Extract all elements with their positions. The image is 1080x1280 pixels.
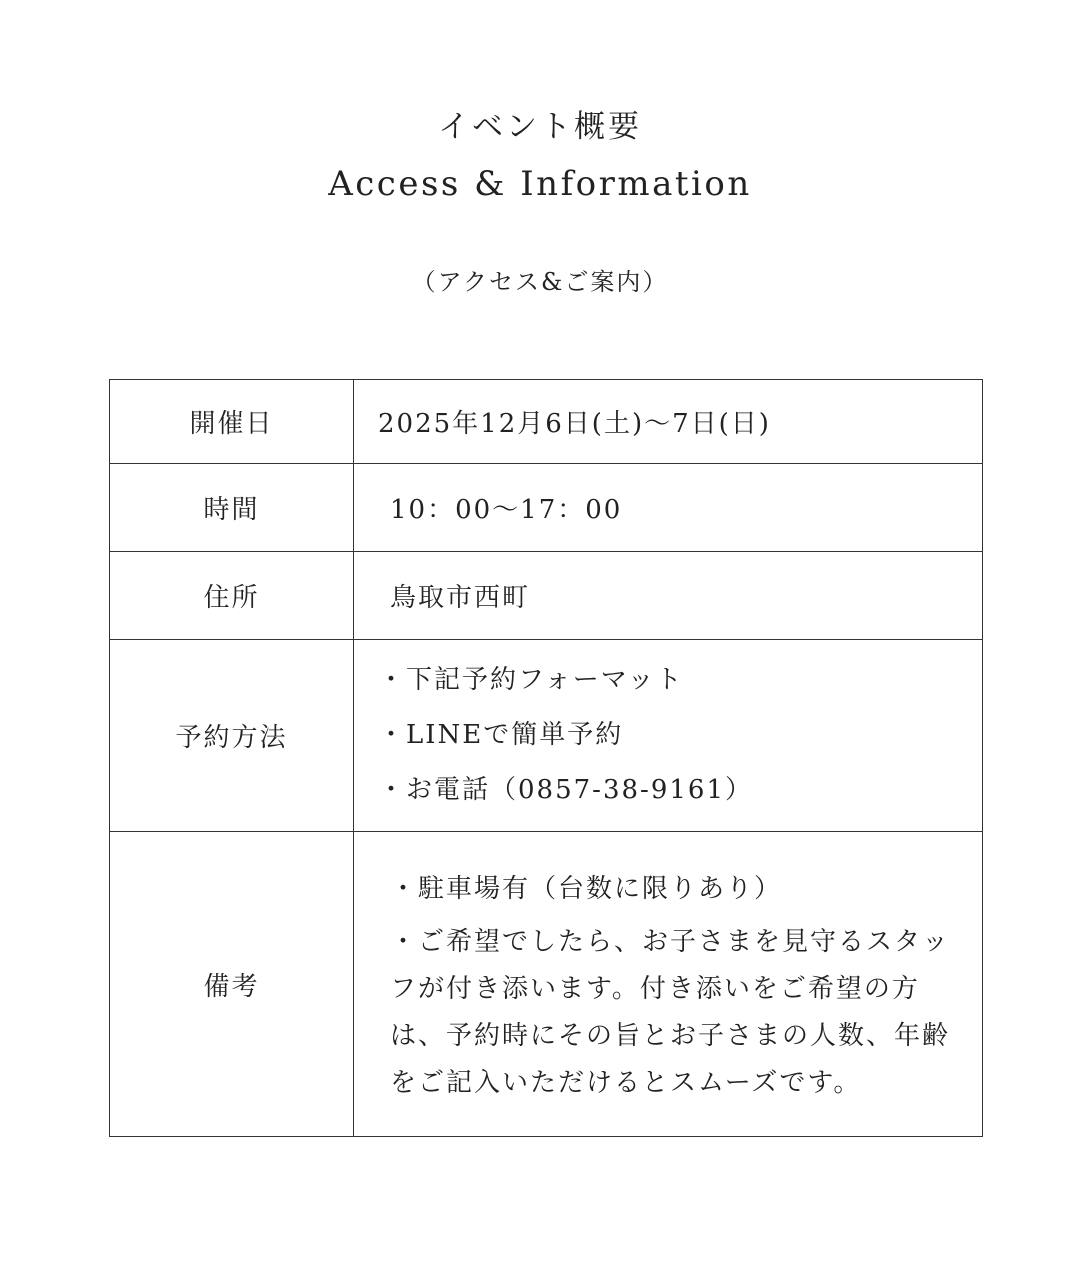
table-row-address [110, 552, 983, 640]
page-title-jp: イベント概要 [438, 109, 642, 145]
row-label-address: 住所 [110, 552, 354, 640]
reservation-list [354, 653, 982, 818]
page-subtitle: （アクセス&ご案内） [411, 268, 669, 296]
row-value-reservation [354, 640, 983, 832]
notes-staff: ・ご希望でしたら、お子さまを見守るスタッフが付き添います。付き添いをご希望の方は、予約時にその旨とお子さまの人数、年齢をご記入いただけるとスムーズです。 [390, 926, 951, 1098]
row-label-date: 開催日 [110, 380, 354, 464]
table-row-date [110, 380, 983, 464]
notes-parking: ・駐車場有（台数に限りあり） [390, 873, 783, 904]
time-text: 10：00〜17：00 [390, 495, 623, 525]
table-row-notes [110, 832, 983, 1137]
date-text: 2025年12月6日(土)〜7日(日) [378, 409, 771, 439]
row-label-time: 時間 [110, 464, 354, 552]
reservation-item-phone: ・お電話（0857-38-9161） [378, 775, 753, 805]
row-value-date [354, 380, 983, 464]
row-value-notes [354, 832, 983, 1137]
info-table [109, 379, 983, 1137]
reservation-item-format: ・下記予約フォーマット [378, 665, 684, 695]
page-title-en: Access & Information [328, 164, 752, 204]
row-label-notes: 備考 [110, 832, 354, 1137]
row-label-reservation: 予約方法 [110, 640, 354, 832]
row-value-address [354, 552, 983, 640]
reservation-item-line: ・LINEで簡単予約 [378, 720, 624, 750]
row-value-time [354, 464, 983, 552]
table-row-reservation [110, 640, 983, 832]
notes-content [354, 862, 982, 1107]
table-row-time [110, 464, 983, 552]
address-text: 鳥取市西町 [390, 583, 531, 613]
